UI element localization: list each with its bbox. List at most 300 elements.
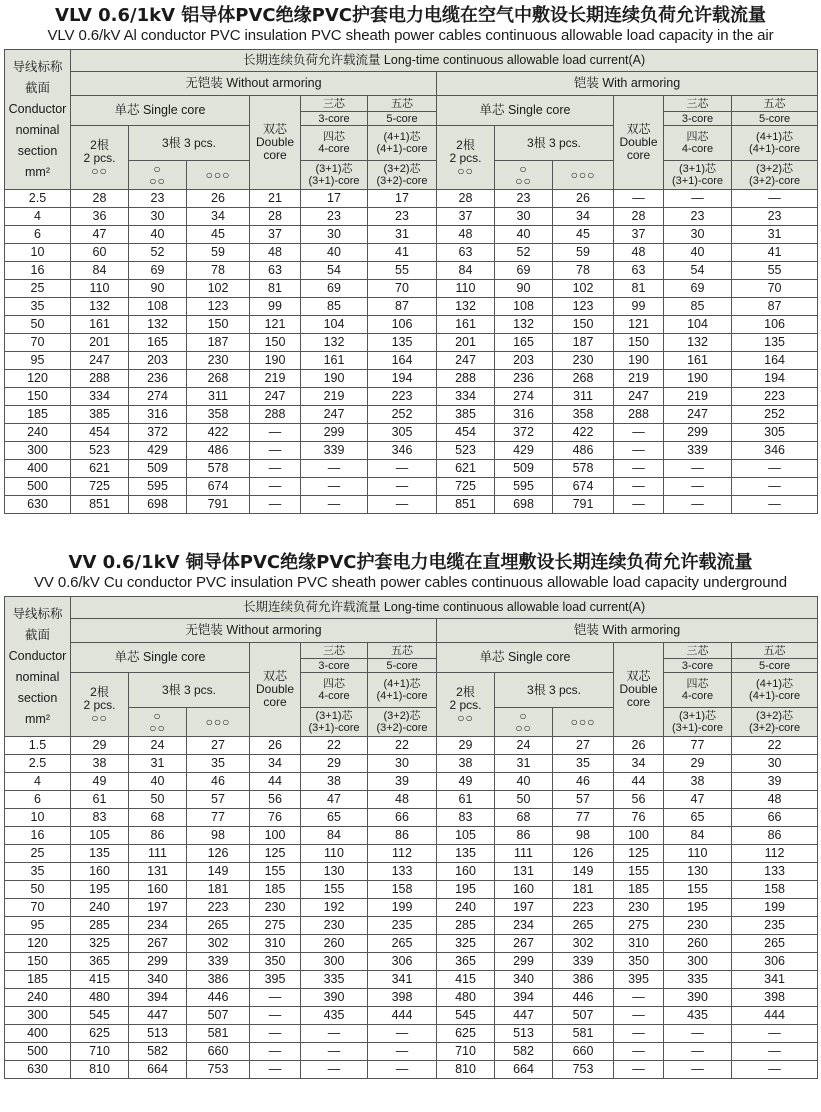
current-value-cell: — [250, 1043, 301, 1061]
table-row [5, 316, 818, 334]
current-value-cell: 230 [301, 917, 368, 935]
current-value-cell: 52 [129, 244, 187, 262]
current-value-cell: 100 [250, 827, 301, 845]
current-value-cell: 69 [664, 280, 732, 298]
current-value-cell: 26 [187, 190, 250, 208]
current-value-cell: — [301, 1025, 368, 1043]
fourone-core-header: (4+1)芯 (4+1)-core [368, 126, 437, 161]
current-value-cell: 78 [553, 262, 614, 280]
current-value-cell: 132 [664, 334, 732, 352]
current-value-cell: 247 [437, 352, 495, 370]
current-value-cell: 480 [71, 989, 129, 1007]
current-value-cell: 70 [732, 280, 818, 298]
vlv-header [5, 50, 818, 190]
current-value-cell: — [614, 1061, 664, 1079]
current-value-cell: 306 [368, 953, 437, 971]
current-value-cell: 160 [129, 881, 187, 899]
current-value-cell: 480 [437, 989, 495, 1007]
current-value-cell: 165 [495, 334, 553, 352]
current-value-cell: 38 [71, 755, 129, 773]
current-value-cell: 386 [187, 971, 250, 989]
current-value-cell: 306 [732, 953, 818, 971]
three-pcs-header: 3根 3 pcs. [129, 126, 250, 161]
current-value-cell: 48 [368, 791, 437, 809]
current-value-cell: 150 [250, 334, 301, 352]
section-size-cell: 70 [5, 334, 71, 352]
three-core-zh: 三芯 [301, 96, 368, 112]
section-size-cell: 6 [5, 226, 71, 244]
current-value-cell: 108 [495, 298, 553, 316]
current-value-cell: 199 [732, 899, 818, 917]
flat-header: ○○○ [187, 708, 250, 737]
current-value-cell: 346 [732, 442, 818, 460]
current-value-cell: 275 [250, 917, 301, 935]
table-row [5, 809, 818, 827]
current-value-cell: — [368, 1025, 437, 1043]
current-value-cell: 68 [495, 809, 553, 827]
current-value-cell: 223 [553, 899, 614, 917]
current-value-cell: 339 [553, 953, 614, 971]
current-value-cell: — [614, 460, 664, 478]
current-value-cell: — [368, 496, 437, 514]
current-value-cell: 851 [71, 496, 129, 514]
table-row [5, 755, 818, 773]
current-value-cell: 195 [437, 881, 495, 899]
current-value-cell: 390 [664, 989, 732, 1007]
current-value-cell: 195 [664, 899, 732, 917]
current-value-cell: 265 [368, 935, 437, 953]
current-value-cell: 40 [301, 244, 368, 262]
current-value-cell: — [250, 424, 301, 442]
current-value-cell: — [664, 190, 732, 208]
trefoil-header: ○ ○○ [129, 708, 187, 737]
current-value-cell: 110 [664, 845, 732, 863]
section-size-cell: 300 [5, 442, 71, 460]
current-value-cell: 340 [495, 971, 553, 989]
current-value-cell: 398 [732, 989, 818, 1007]
current-value-cell: 77 [664, 737, 732, 755]
current-value-cell: — [250, 460, 301, 478]
current-value-cell: 275 [614, 917, 664, 935]
current-value-cell: 725 [437, 478, 495, 496]
current-value-cell: 161 [71, 316, 129, 334]
current-value-cell: 325 [437, 935, 495, 953]
table-row [5, 280, 818, 298]
fourone-core-header-armored: (4+1)芯 (4+1)-core [732, 673, 818, 708]
current-value-cell: 446 [553, 989, 614, 1007]
table-row [5, 1061, 818, 1079]
current-value-cell: 230 [250, 899, 301, 917]
table-row [5, 737, 818, 755]
current-value-cell: 341 [732, 971, 818, 989]
current-value-cell: — [301, 1061, 368, 1079]
current-value-cell: 29 [301, 755, 368, 773]
table-row [5, 460, 818, 478]
table-row [5, 917, 818, 935]
current-value-cell: 350 [250, 953, 301, 971]
current-value-cell: 199 [368, 899, 437, 917]
section-size-cell: 2.5 [5, 755, 71, 773]
current-value-cell: 187 [553, 334, 614, 352]
current-value-cell: 390 [301, 989, 368, 1007]
current-value-cell: 39 [732, 773, 818, 791]
current-value-cell: 55 [732, 262, 818, 280]
current-value-cell: 621 [71, 460, 129, 478]
current-value-cell: — [368, 1043, 437, 1061]
section-size-cell: 150 [5, 953, 71, 971]
current-value-cell: 54 [301, 262, 368, 280]
current-value-cell: 311 [187, 388, 250, 406]
section-size-cell: 500 [5, 478, 71, 496]
current-value-cell: 422 [187, 424, 250, 442]
current-value-cell: 621 [437, 460, 495, 478]
current-value-cell: 98 [553, 827, 614, 845]
current-value-cell: — [732, 1043, 818, 1061]
current-value-cell: 98 [187, 827, 250, 845]
current-value-cell: 23 [664, 208, 732, 226]
table-row [5, 773, 818, 791]
current-value-cell: 578 [553, 460, 614, 478]
current-value-cell: 38 [437, 755, 495, 773]
current-value-cell: 185 [614, 881, 664, 899]
current-value-cell: 710 [437, 1043, 495, 1061]
current-value-cell: 660 [553, 1043, 614, 1061]
current-value-cell: — [614, 478, 664, 496]
section-size-cell: 6 [5, 791, 71, 809]
table-row [5, 388, 818, 406]
current-value-cell: 288 [614, 406, 664, 424]
current-value-cell: 30 [301, 226, 368, 244]
current-value-cell: 132 [301, 334, 368, 352]
current-value-cell: 194 [368, 370, 437, 388]
threeone-core-header-armored: (3+1)芯 (3+1)-core [664, 161, 732, 190]
current-value-cell: 240 [437, 899, 495, 917]
current-value-cell: 31 [129, 755, 187, 773]
four-core-header: 四芯 4-core [301, 126, 368, 161]
current-value-cell: 299 [664, 424, 732, 442]
current-value-cell: 203 [129, 352, 187, 370]
current-value-cell: 52 [495, 244, 553, 262]
current-value-cell: 106 [368, 316, 437, 334]
current-value-cell: 24 [495, 737, 553, 755]
current-value-cell: 104 [301, 316, 368, 334]
current-value-cell: 57 [553, 791, 614, 809]
current-value-cell: 260 [664, 935, 732, 953]
current-value-cell: 48 [614, 244, 664, 262]
current-value-cell: 190 [664, 370, 732, 388]
current-value-cell: 299 [301, 424, 368, 442]
current-value-cell: 230 [187, 352, 250, 370]
vv-title-en: VV 0.6/kV Cu conductor PVC insulation PVC sheath power cables continuous allowable load capacity underground [34, 574, 787, 591]
current-value-cell: 422 [553, 424, 614, 442]
current-value-cell: 69 [495, 262, 553, 280]
vlv-body [5, 190, 818, 514]
section-size-cell: 630 [5, 1061, 71, 1079]
current-value-cell: 86 [368, 827, 437, 845]
current-value-cell: 435 [664, 1007, 732, 1025]
current-value-cell: 48 [250, 244, 301, 262]
section-size-cell: 240 [5, 424, 71, 442]
current-value-cell: — [732, 1025, 818, 1043]
four-core-header-armored: 四芯 4-core [664, 126, 732, 161]
current-header: 长期连续负荷允许载流量 Long-time continuous allowable load current(A) [71, 50, 818, 72]
current-value-cell: 38 [664, 773, 732, 791]
current-value-cell: 265 [187, 917, 250, 935]
current-value-cell: 513 [495, 1025, 553, 1043]
current-value-cell: — [250, 989, 301, 1007]
five-core-zh: 五芯 [368, 643, 437, 659]
current-value-cell: 339 [664, 442, 732, 460]
vlv-title-en: VLV 0.6/kV Al conductor PVC insulation PVC sheath power cables continuous allowable load capacity in the air [47, 27, 774, 44]
current-value-cell: 34 [614, 755, 664, 773]
current-value-cell: 219 [664, 388, 732, 406]
current-value-cell: 86 [129, 827, 187, 845]
current-value-cell: 83 [437, 809, 495, 827]
current-value-cell: — [301, 496, 368, 514]
current-value-cell: 66 [732, 809, 818, 827]
section-size-cell: 95 [5, 352, 71, 370]
current-value-cell: 240 [71, 899, 129, 917]
current-value-cell: 31 [732, 226, 818, 244]
current-value-cell: — [614, 496, 664, 514]
section-size-cell: 185 [5, 971, 71, 989]
current-value-cell: 28 [437, 190, 495, 208]
three-core-zh-armored: 三芯 [664, 643, 732, 659]
three-pcs-header-armored: 3根 3 pcs. [495, 673, 614, 708]
current-value-cell: 17 [301, 190, 368, 208]
current-value-cell: 28 [614, 208, 664, 226]
table-row [5, 262, 818, 280]
current-value-cell: 34 [553, 208, 614, 226]
current-value-cell: 454 [71, 424, 129, 442]
current-value-cell: 30 [129, 208, 187, 226]
current-value-cell: — [368, 460, 437, 478]
threetwo-core-header-armored: (3+2)芯 (3+2)-core [732, 708, 818, 737]
table-row [5, 208, 818, 226]
current-value-cell: 265 [732, 935, 818, 953]
current-value-cell: 513 [129, 1025, 187, 1043]
current-value-cell: — [614, 424, 664, 442]
current-value-cell: 61 [71, 791, 129, 809]
current-value-cell: 23 [129, 190, 187, 208]
current-value-cell: 810 [437, 1061, 495, 1079]
current-value-cell: 108 [129, 298, 187, 316]
current-value-cell: 57 [187, 791, 250, 809]
current-value-cell: 40 [129, 226, 187, 244]
current-value-cell: — [250, 1061, 301, 1079]
current-value-cell: 288 [437, 370, 495, 388]
current-value-cell: 335 [301, 971, 368, 989]
current-value-cell: — [614, 989, 664, 1007]
table-row [5, 442, 818, 460]
current-value-cell: 133 [368, 863, 437, 881]
current-value-cell: 37 [437, 208, 495, 226]
section-size-cell: 50 [5, 316, 71, 334]
current-value-cell: — [614, 190, 664, 208]
current-value-cell: — [664, 460, 732, 478]
current-value-cell: 447 [495, 1007, 553, 1025]
current-value-cell: 268 [187, 370, 250, 388]
current-value-cell: 386 [553, 971, 614, 989]
current-value-cell: 27 [187, 737, 250, 755]
section-size-cell: 400 [5, 1025, 71, 1043]
current-value-cell: 358 [187, 406, 250, 424]
current-value-cell: 69 [129, 262, 187, 280]
section-size-cell: 120 [5, 935, 71, 953]
current-value-cell: 38 [301, 773, 368, 791]
current-value-cell: 135 [368, 334, 437, 352]
current-value-cell: 41 [368, 244, 437, 262]
current-value-cell: 106 [732, 316, 818, 334]
current-value-cell: 234 [495, 917, 553, 935]
current-value-cell: 77 [187, 809, 250, 827]
current-value-cell: 486 [553, 442, 614, 460]
section-size-cell: 10 [5, 809, 71, 827]
current-value-cell: 65 [301, 809, 368, 827]
current-value-cell: 126 [553, 845, 614, 863]
current-value-cell: 260 [301, 935, 368, 953]
current-value-cell: 100 [614, 827, 664, 845]
current-value-cell: 40 [495, 773, 553, 791]
two-pcs-header: 2根 2 pcs. ○○ [71, 673, 129, 737]
current-value-cell: 135 [437, 845, 495, 863]
current-value-cell: 34 [250, 755, 301, 773]
flat-header: ○○○ [187, 161, 250, 190]
current-value-cell: 725 [71, 478, 129, 496]
current-value-cell: 545 [71, 1007, 129, 1025]
current-value-cell: 300 [664, 953, 732, 971]
current-value-cell: 325 [71, 935, 129, 953]
section-size-cell: 400 [5, 460, 71, 478]
current-value-cell: 56 [250, 791, 301, 809]
current-value-cell: 192 [301, 899, 368, 917]
current-value-cell: 46 [187, 773, 250, 791]
current-value-cell: 285 [71, 917, 129, 935]
current-value-cell: 87 [732, 298, 818, 316]
current-value-cell: 123 [553, 298, 614, 316]
current-value-cell: 247 [614, 388, 664, 406]
current-value-cell: 104 [664, 316, 732, 334]
current-value-cell: 83 [71, 809, 129, 827]
current-value-cell: 190 [614, 352, 664, 370]
current-value-cell: — [732, 190, 818, 208]
current-value-cell: 17 [368, 190, 437, 208]
single-core-header: 单芯 Single core [71, 643, 250, 673]
current-value-cell: 698 [495, 496, 553, 514]
current-value-cell: 90 [129, 280, 187, 298]
without-armoring-header: 无铠装 Without armoring [71, 619, 437, 643]
current-value-cell: 23 [495, 190, 553, 208]
current-value-cell: 334 [437, 388, 495, 406]
current-value-cell: 84 [664, 827, 732, 845]
current-value-cell: 339 [301, 442, 368, 460]
current-value-cell: 267 [495, 935, 553, 953]
current-value-cell: 581 [187, 1025, 250, 1043]
current-value-cell: 84 [437, 262, 495, 280]
current-value-cell: 68 [129, 809, 187, 827]
table-row [5, 971, 818, 989]
current-value-cell: 48 [437, 226, 495, 244]
current-value-cell: 50 [129, 791, 187, 809]
current-value-cell: 47 [664, 791, 732, 809]
current-value-cell: 155 [301, 881, 368, 899]
current-value-cell: 47 [301, 791, 368, 809]
current-value-cell: 126 [187, 845, 250, 863]
current-value-cell: 27 [553, 737, 614, 755]
current-value-cell: 26 [250, 737, 301, 755]
table-row [5, 899, 818, 917]
current-value-cell: 265 [553, 917, 614, 935]
current-value-cell: 230 [614, 899, 664, 917]
table-row [5, 226, 818, 244]
section-size-cell: 240 [5, 989, 71, 1007]
table-row [5, 845, 818, 863]
current-value-cell: 274 [495, 388, 553, 406]
current-value-cell: 78 [187, 262, 250, 280]
current-value-cell: 187 [187, 334, 250, 352]
current-value-cell: 150 [614, 334, 664, 352]
current-value-cell: 230 [553, 352, 614, 370]
current-value-cell: 236 [495, 370, 553, 388]
current-value-cell: 155 [614, 863, 664, 881]
current-value-cell: 674 [553, 478, 614, 496]
current-value-cell: 415 [437, 971, 495, 989]
current-value-cell: 203 [495, 352, 553, 370]
current-value-cell: 66 [368, 809, 437, 827]
current-value-cell: 581 [553, 1025, 614, 1043]
fourone-core-header: (4+1)芯 (4+1)-core [368, 673, 437, 708]
current-value-cell: 48 [732, 791, 818, 809]
current-value-cell: 305 [368, 424, 437, 442]
current-value-cell: 582 [129, 1043, 187, 1061]
current-value-cell: 87 [368, 298, 437, 316]
threetwo-core-header: (3+2)芯 (3+2)-core [368, 708, 437, 737]
table-row [5, 190, 818, 208]
current-value-cell: 132 [71, 298, 129, 316]
section-size-cell: 1.5 [5, 737, 71, 755]
current-value-cell: 45 [187, 226, 250, 244]
without-armoring-header: 无铠装 Without armoring [71, 72, 437, 96]
current-value-cell: 230 [664, 917, 732, 935]
current-value-cell: 30 [368, 755, 437, 773]
current-value-cell: 65 [664, 809, 732, 827]
current-value-cell: 299 [495, 953, 553, 971]
current-value-cell: 429 [495, 442, 553, 460]
current-value-cell: — [614, 1007, 664, 1025]
current-value-cell: 30 [664, 226, 732, 244]
current-value-cell: 149 [187, 863, 250, 881]
five-core-en: 5-core [368, 659, 437, 673]
current-value-cell: 394 [495, 989, 553, 1007]
stub-header: 导线标称 截面 Conductor nominal section mm² [5, 597, 71, 737]
table-row [5, 244, 818, 262]
current-value-cell: 55 [368, 262, 437, 280]
current-value-cell: 56 [614, 791, 664, 809]
current-value-cell: 674 [187, 478, 250, 496]
current-value-cell: 236 [129, 370, 187, 388]
current-value-cell: 23 [732, 208, 818, 226]
current-value-cell: 160 [71, 863, 129, 881]
current-value-cell: 49 [71, 773, 129, 791]
current-value-cell: 316 [129, 406, 187, 424]
current-value-cell: — [250, 496, 301, 514]
current-value-cell: 47 [71, 226, 129, 244]
table-row [5, 881, 818, 899]
current-value-cell: 165 [129, 334, 187, 352]
current-value-cell: 102 [187, 280, 250, 298]
current-value-cell: 63 [437, 244, 495, 262]
current-value-cell: 130 [664, 863, 732, 881]
